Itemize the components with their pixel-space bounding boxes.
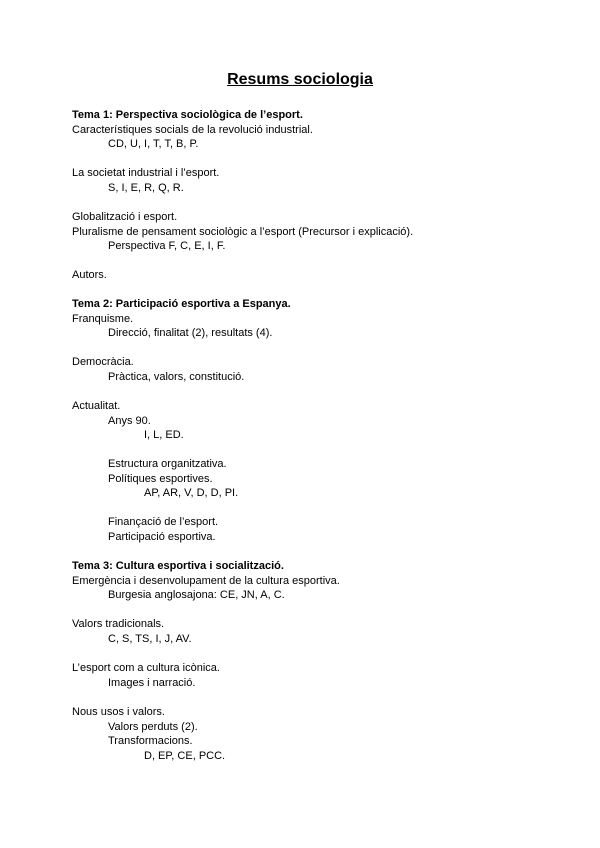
tema3-line: L’esport com a cultura icònica. [72, 662, 220, 674]
tema1-line: La societat industrial i l’esport. [72, 167, 220, 179]
tema2-line: Franquisme. [72, 313, 134, 325]
tema3-line: Valors tradicionals. [72, 618, 165, 630]
tema1-line: Pluralisme de pensament sociològic a l’esport (Precursor i explicació). [72, 226, 414, 238]
page-title: Resums sociologia [227, 71, 373, 88]
tema3-heading: Tema 3: Cultura esportiva i socialització. [72, 560, 284, 572]
tema1-line: Característiques socials de la revolució industrial. [72, 124, 313, 136]
tema3-line: Burgesia anglosajona: CE, JN, A, C. [108, 589, 285, 601]
tema2-heading: Tema 2: Participació esportiva a Espanya. [72, 298, 291, 310]
tema3-line: Emergència i desenvolupament de la cultura esportiva. [72, 575, 340, 587]
tema1-line: S, I, E, R, Q, R. [108, 182, 184, 194]
tema3-line: Valors perduts (2). [108, 721, 198, 733]
tema2-line: Direcció, finalitat (2), resultats (4). [108, 327, 273, 339]
tema1-line: Autors. [72, 269, 107, 281]
tema3-line: Nous usos i valors. [72, 706, 165, 718]
tema1-line: CD, U, I, T, T, B, P. [108, 138, 199, 150]
tema2-line: AP, AR, V, D, D, PI. [144, 487, 239, 499]
tema2-line: Polítiques esportives. [108, 473, 213, 485]
tema2-line: I, L, ED. [144, 429, 184, 441]
tema1-line: Globalització i esport. [72, 211, 178, 223]
tema2-line: Pràctica, valors, constitució. [108, 371, 245, 383]
tema1-heading: Tema 1: Perspectiva sociològica de l’esport. [72, 109, 303, 121]
tema3-line: Images i narració. [108, 677, 196, 689]
tema2-line: Participació esportiva. [108, 531, 216, 543]
tema3-line: D, EP, CE, PCC. [144, 750, 226, 762]
tema3-line: Transformacions. [108, 735, 193, 747]
tema2-line: Democràcia. [72, 356, 134, 368]
tema2-line: Anys 90. [108, 415, 151, 427]
tema2-line: Finançació de l’esport. [108, 516, 219, 528]
tema2-line: Estructura organitzativa. [108, 458, 227, 470]
tema3-line: C, S, TS, I, J, AV. [108, 633, 192, 645]
tema1-line: Perspectiva F, C, E, I, F. [108, 240, 226, 252]
tema2-line: Actualitat. [72, 400, 121, 412]
